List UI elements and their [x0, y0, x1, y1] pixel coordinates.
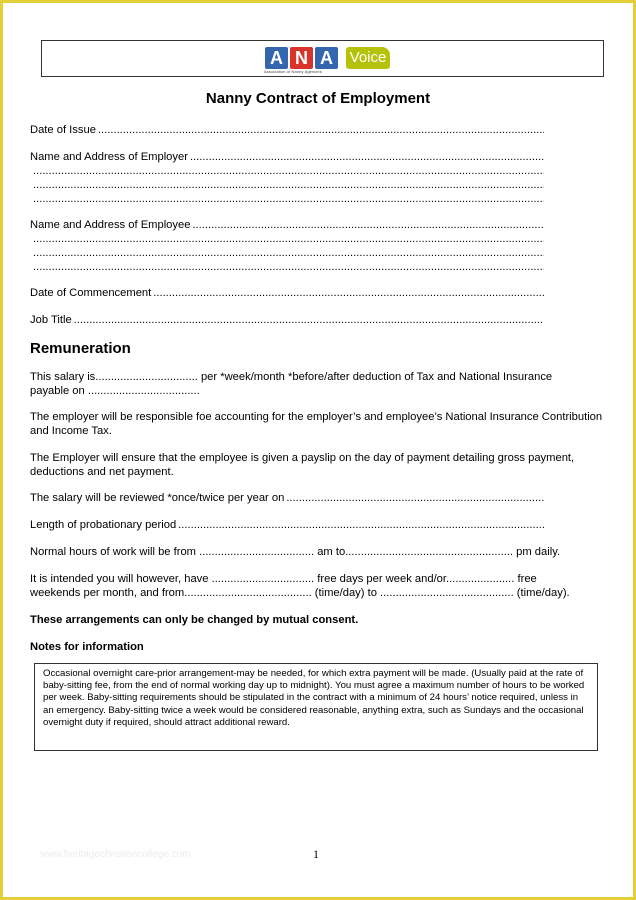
notes-heading: Notes for information [30, 641, 144, 653]
payslip-paragraph: The Employer will ensure that the employee is given a payslip on the day of payment detailing gross payment, deductions and net payment. [30, 452, 575, 478]
salary-line: This salary is................................. per *week/month *before/after deduction of Tax and National Insurance [30, 371, 553, 383]
watermark: www.heritagechristiancollege.com [40, 849, 191, 860]
salary-review-label: The salary will be reviewed *once/twice per year on [30, 492, 285, 504]
free-days-line: It is intended you will however, have ................................. free days per week and/or...................... free [30, 573, 537, 585]
employee-address-line[interactable] [33, 247, 544, 260]
date-of-issue-field[interactable] [30, 124, 544, 137]
employee-field[interactable] [30, 219, 544, 232]
logo-letter-a1: A [265, 47, 288, 69]
free-weekends-line: weekends per month, and from......................................... (time/day) to ........................................... (time/day). [30, 586, 570, 599]
payable-line: payable on .................................... [30, 384, 200, 397]
free-days-paragraph [30, 573, 606, 600]
employer-field[interactable] [30, 151, 544, 164]
employer-address-line[interactable] [33, 165, 544, 178]
mutual-consent-note: These arrangements can only be changed by mutual consent. [30, 614, 359, 626]
employee-address-line[interactable] [33, 233, 544, 246]
date-of-issue-label: Date of Issue [30, 124, 96, 136]
notes-box [34, 663, 598, 751]
document-title: Nanny Contract of Employment [205, 90, 431, 107]
ana-voice-logo [264, 44, 394, 76]
logo-letter-n: N [290, 47, 313, 69]
employer-address-line[interactable] [33, 193, 544, 206]
logo-letter-a2: A [315, 47, 338, 69]
header-box [41, 40, 604, 77]
probation-label: Length of probationary period [30, 519, 177, 531]
employee-label: Name and Address of Employee [30, 219, 191, 231]
salary-review-field[interactable] [30, 492, 544, 505]
salary-paragraph [30, 371, 606, 398]
job-title-field[interactable] [30, 314, 544, 327]
working-hours-line: Normal hours of work will be from ..................................... am to...................................................... pm daily. [30, 546, 561, 558]
page-number: 1 [313, 847, 319, 861]
national-insurance-paragraph: The employer will be responsible foe accounting for the employer’s and employee’s National Insurance Contribution and Income Tax. [30, 411, 603, 437]
notes-text: Occasional overnight care-prior arrangement-may be needed, for which extra payment will be made. (Usually paid at the rate of baby-sitting fee, from the end of normal working day up to midnight). You must agree a maximum number of hours to be worked per week. Baby-sitting requirements should be stipulated in the contract with a minimum of 24 hours’ notice required, unless in an emergency. Baby-sitting twice a week would be considered reasonable, anything extra, such as Sundays and the occasional overnight duty if required, should attract additional reward. [43, 668, 585, 728]
probation-field[interactable] [30, 519, 544, 532]
employee-address-line[interactable] [33, 261, 544, 274]
logo-voice: Voice [346, 47, 390, 69]
remuneration-heading: Remuneration [30, 340, 131, 357]
job-title-label: Job Title [30, 314, 72, 326]
employer-address-line[interactable] [33, 179, 544, 192]
commencement-field[interactable] [30, 287, 544, 300]
commencement-label: Date of Commencement [30, 287, 152, 299]
logo-tagline: Association of Nanny Agencies [264, 69, 322, 74]
employer-label: Name and Address of Employer [30, 151, 188, 163]
